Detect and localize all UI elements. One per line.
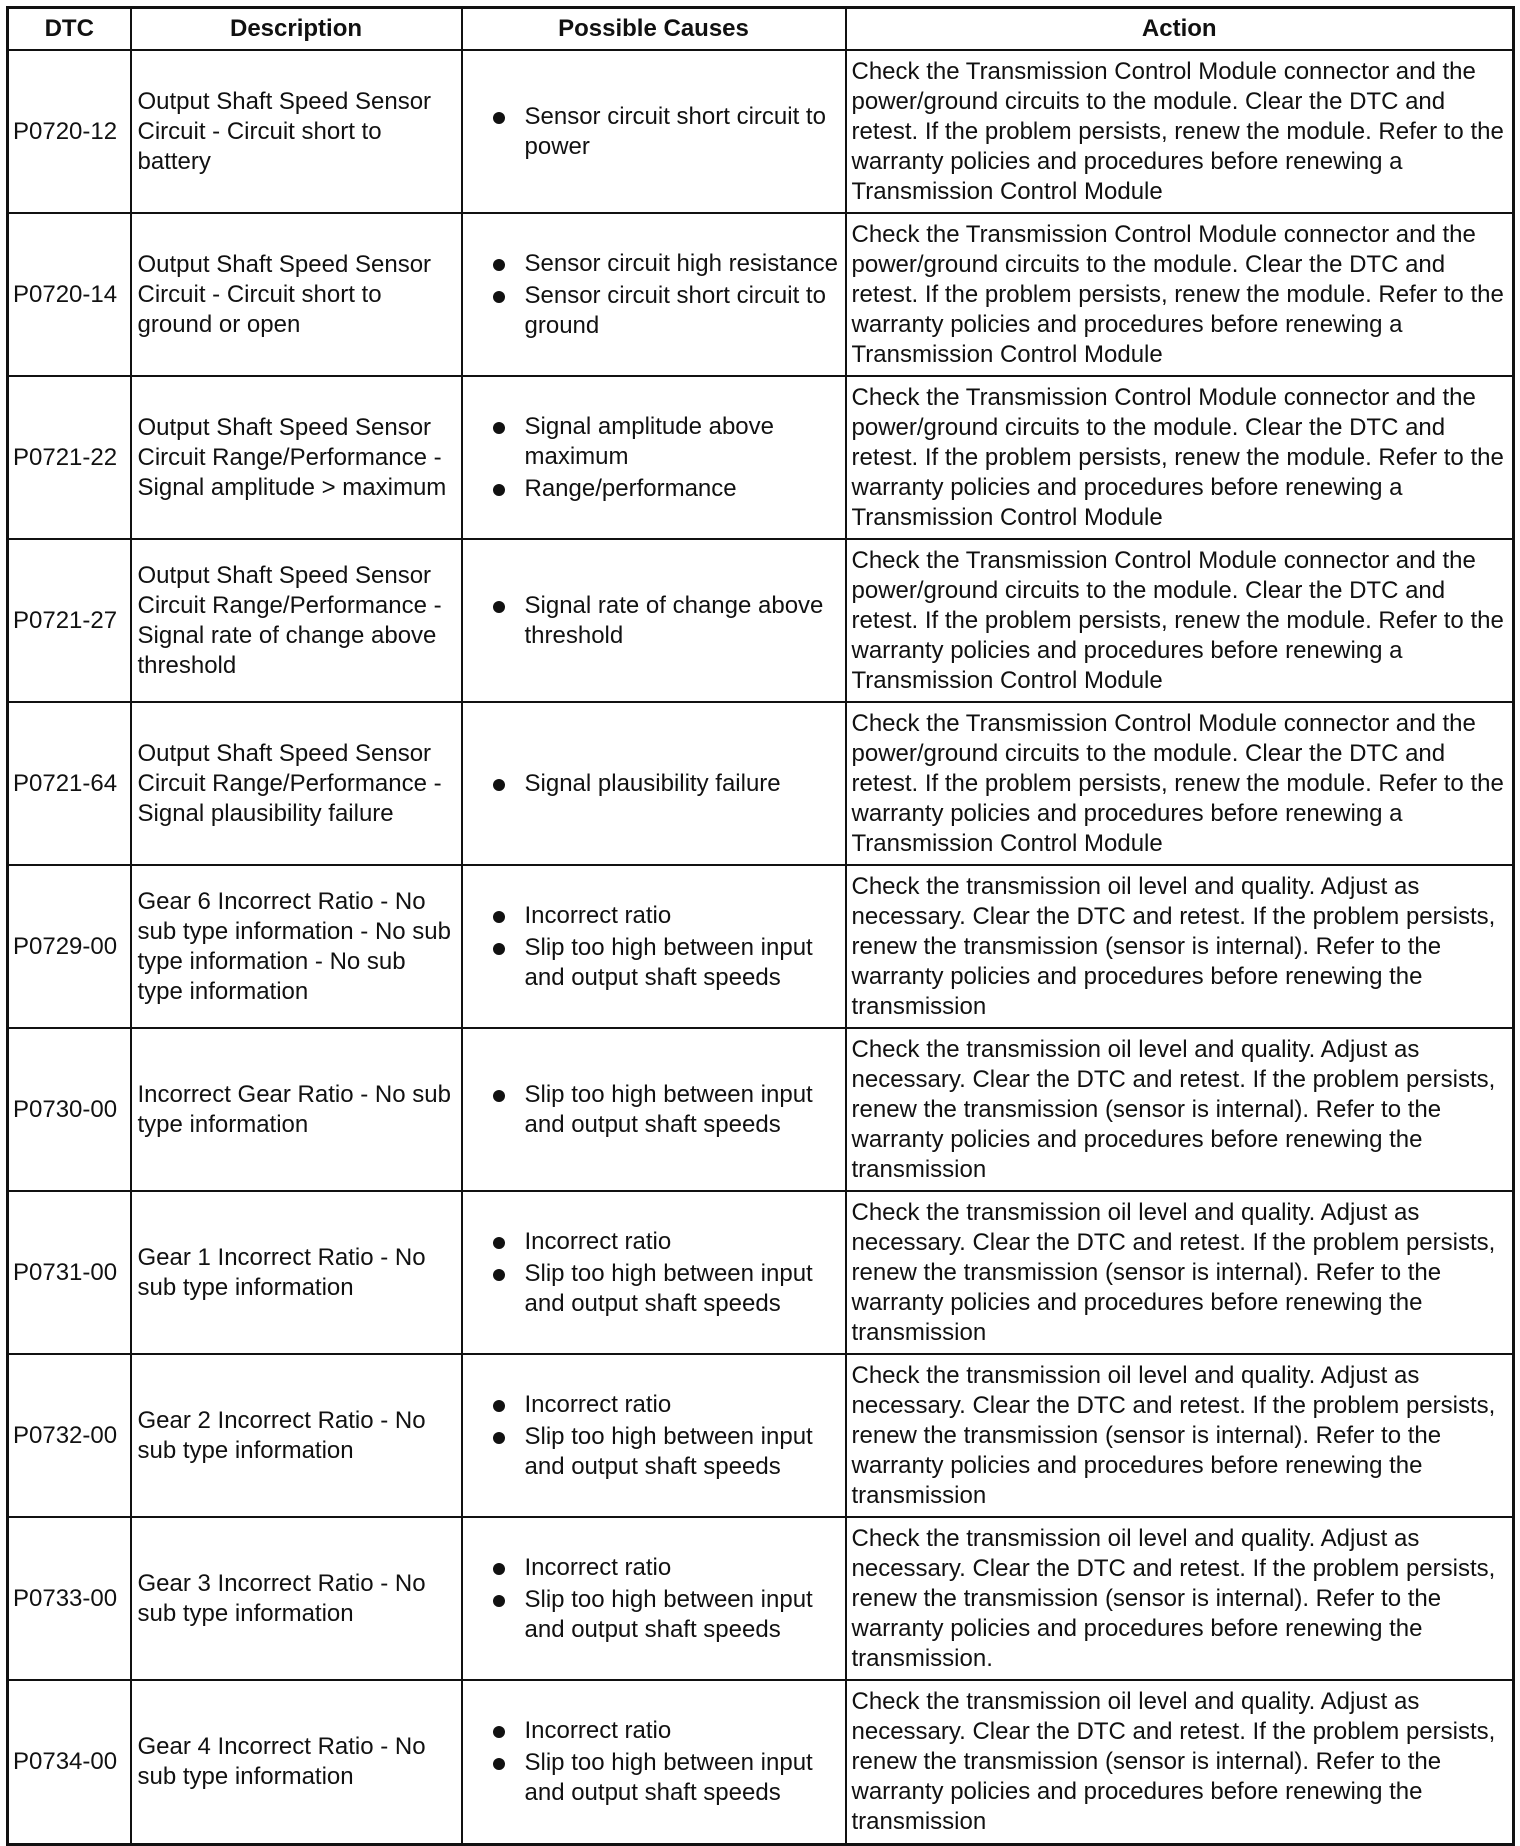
table-row bbox=[8, 50, 1514, 213]
cause-item bbox=[483, 769, 839, 799]
dtc-code-cell: P0729-00 bbox=[8, 865, 131, 1028]
cause-item bbox=[483, 249, 839, 279]
bullet-icon bbox=[493, 911, 505, 923]
description-cell: Incorrect Gear Ratio - No sub type information bbox=[131, 1028, 462, 1191]
dtc-code-cell: P0720-12 bbox=[8, 50, 131, 213]
possible-causes-cell bbox=[462, 865, 846, 1028]
cause-item bbox=[483, 281, 839, 341]
description-cell: Output Shaft Speed Sensor Circuit Range/Performance - Signal rate of change above threshold bbox=[131, 539, 462, 702]
cause-item bbox=[483, 933, 839, 993]
bullet-icon bbox=[493, 1563, 505, 1575]
bullet-icon bbox=[493, 943, 505, 955]
bullet-icon bbox=[493, 1400, 505, 1412]
header-dtc: DTC bbox=[8, 8, 131, 51]
cause-text: Slip too high between input and output shaft speeds bbox=[524, 933, 813, 991]
description-cell: Output Shaft Speed Sensor Circuit - Circuit short to battery bbox=[131, 50, 462, 213]
cause-text: Range/performance bbox=[524, 474, 737, 502]
cause-item bbox=[483, 102, 839, 162]
cause-item bbox=[483, 1259, 839, 1319]
bullet-icon bbox=[493, 1595, 505, 1607]
header-possible-causes: Possible Causes bbox=[462, 8, 846, 51]
table-row bbox=[8, 376, 1514, 539]
causes-list bbox=[469, 1716, 839, 1808]
action-cell: Check the transmission oil level and quality. Adjust as necessary. Clear the DTC and retest. If the problem persists, renew the transmission (sensor is internal). Refer to the warranty policies and procedures before renewing the transmission bbox=[846, 1028, 1514, 1191]
cause-text: Slip too high between input and output shaft speeds bbox=[524, 1259, 813, 1317]
table-row bbox=[8, 1680, 1514, 1844]
causes-list bbox=[469, 249, 839, 341]
bullet-icon bbox=[493, 1726, 505, 1738]
action-cell: Check the Transmission Control Module connector and the power/ground circuits to the module. Clear the DTC and retest. If the problem persists, renew the module. Refer to the warranty policies and procedures before renewing a Transmission Control Module bbox=[846, 702, 1514, 865]
dtc-code-cell: P0731-00 bbox=[8, 1191, 131, 1354]
cause-item bbox=[483, 1716, 839, 1746]
bullet-icon bbox=[493, 1758, 505, 1770]
cause-text: Sensor circuit short circuit to ground bbox=[524, 281, 826, 339]
dtc-code-cell: P0721-64 bbox=[8, 702, 131, 865]
dtc-code-cell: P0720-14 bbox=[8, 213, 131, 376]
dtc-code-cell: P0732-00 bbox=[8, 1354, 131, 1517]
table-row bbox=[8, 1191, 1514, 1354]
action-cell: Check the transmission oil level and quality. Adjust as necessary. Clear the DTC and retest. If the problem persists, renew the transmission (sensor is internal). Refer to the warranty policies and procedures before renewing the transmission bbox=[846, 1354, 1514, 1517]
cause-item bbox=[483, 1227, 839, 1257]
dtc-code-cell: P0721-22 bbox=[8, 376, 131, 539]
possible-causes-cell bbox=[462, 1028, 846, 1191]
cause-item bbox=[483, 1422, 839, 1482]
description-cell: Gear 1 Incorrect Ratio - No sub type information bbox=[131, 1191, 462, 1354]
possible-causes-cell bbox=[462, 213, 846, 376]
bullet-icon bbox=[493, 1237, 505, 1249]
table-row bbox=[8, 702, 1514, 865]
table-row bbox=[8, 1517, 1514, 1680]
possible-causes-cell bbox=[462, 1680, 846, 1844]
cause-item bbox=[483, 1390, 839, 1420]
action-cell: Check the Transmission Control Module connector and the power/ground circuits to the module. Clear the DTC and retest. If the problem persists, renew the module. Refer to the warranty policies and procedures before renewing a Transmission Control Module bbox=[846, 539, 1514, 702]
table-row bbox=[8, 213, 1514, 376]
description-cell: Gear 2 Incorrect Ratio - No sub type information bbox=[131, 1354, 462, 1517]
possible-causes-cell bbox=[462, 50, 846, 213]
action-cell: Check the Transmission Control Module connector and the power/ground circuits to the module. Clear the DTC and retest. If the problem persists, renew the module. Refer to the warranty policies and procedures before renewing a Transmission Control Module bbox=[846, 50, 1514, 213]
cause-text: Incorrect ratio bbox=[524, 1227, 672, 1255]
bullet-icon bbox=[493, 259, 505, 271]
possible-causes-cell bbox=[462, 1191, 846, 1354]
action-cell: Check the transmission oil level and quality. Adjust as necessary. Clear the DTC and retest. If the problem persists, renew the transmission (sensor is internal). Refer to the warranty policies and procedures before renewing the transmission bbox=[846, 1191, 1514, 1354]
cause-item bbox=[483, 474, 839, 504]
possible-causes-cell bbox=[462, 539, 846, 702]
causes-list bbox=[469, 1227, 839, 1319]
cause-item bbox=[483, 1553, 839, 1583]
header-action: Action bbox=[846, 8, 1514, 51]
cause-item bbox=[483, 1585, 839, 1645]
cause-text: Sensor circuit high resistance bbox=[524, 249, 838, 277]
cause-text: Sensor circuit short circuit to power bbox=[524, 102, 826, 160]
cause-item bbox=[483, 591, 839, 651]
table-row bbox=[8, 539, 1514, 702]
description-cell: Output Shaft Speed Sensor Circuit Range/Performance - Signal amplitude > maximum bbox=[131, 376, 462, 539]
causes-list bbox=[469, 102, 839, 162]
bullet-icon bbox=[493, 1269, 505, 1281]
cause-text: Signal amplitude above maximum bbox=[524, 412, 775, 470]
dtc-code-cell: P0721-27 bbox=[8, 539, 131, 702]
cause-item bbox=[483, 901, 839, 931]
bullet-icon bbox=[493, 484, 505, 496]
description-cell: Output Shaft Speed Sensor Circuit Range/Performance - Signal plausibility failure bbox=[131, 702, 462, 865]
bullet-icon bbox=[493, 112, 505, 124]
dtc-code-cell: P0730-00 bbox=[8, 1028, 131, 1191]
dtc-table bbox=[6, 6, 1515, 1846]
action-cell: Check the Transmission Control Module connector and the power/ground circuits to the module. Clear the DTC and retest. If the problem persists, renew the module. Refer to the warranty policies and procedures before renewing a Transmission Control Module bbox=[846, 213, 1514, 376]
description-cell: Output Shaft Speed Sensor Circuit - Circuit short to ground or open bbox=[131, 213, 462, 376]
action-cell: Check the transmission oil level and quality. Adjust as necessary. Clear the DTC and retest. If the problem persists, renew the transmission (sensor is internal). Refer to the warranty policies and procedures before renewing the transmission bbox=[846, 865, 1514, 1028]
bullet-icon bbox=[493, 291, 505, 303]
bullet-icon bbox=[493, 1432, 505, 1444]
table-row bbox=[8, 1028, 1514, 1191]
possible-causes-cell bbox=[462, 1517, 846, 1680]
bullet-icon bbox=[493, 779, 505, 791]
cause-text: Slip too high between input and output shaft speeds bbox=[524, 1080, 813, 1138]
description-cell: Gear 6 Incorrect Ratio - No sub type information - No sub type information - No sub type information bbox=[131, 865, 462, 1028]
cause-text: Incorrect ratio bbox=[524, 1390, 672, 1418]
cause-text: Incorrect ratio bbox=[524, 901, 672, 929]
action-cell: Check the transmission oil level and quality. Adjust as necessary. Clear the DTC and retest. If the problem persists, renew the transmission (sensor is internal). Refer to the warranty policies and procedures before renewing the transmission. bbox=[846, 1517, 1514, 1680]
description-cell: Gear 3 Incorrect Ratio - No sub type information bbox=[131, 1517, 462, 1680]
cause-text: Signal plausibility failure bbox=[524, 769, 781, 797]
bullet-icon bbox=[493, 1090, 505, 1102]
possible-causes-cell bbox=[462, 702, 846, 865]
table-row bbox=[8, 1354, 1514, 1517]
causes-list bbox=[469, 901, 839, 993]
header-description: Description bbox=[131, 8, 462, 51]
description-cell: Gear 4 Incorrect Ratio - No sub type information bbox=[131, 1680, 462, 1844]
cause-item bbox=[483, 412, 839, 472]
causes-list bbox=[469, 1390, 839, 1482]
action-cell: Check the transmission oil level and quality. Adjust as necessary. Clear the DTC and retest. If the problem persists, renew the transmission (sensor is internal). Refer to the warranty policies and procedures before renewing the transmission bbox=[846, 1680, 1514, 1844]
cause-text: Slip too high between input and output shaft speeds bbox=[524, 1585, 813, 1643]
cause-item bbox=[483, 1080, 839, 1140]
header-row bbox=[8, 8, 1514, 51]
cause-text: Incorrect ratio bbox=[524, 1716, 672, 1744]
cause-text: Slip too high between input and output shaft speeds bbox=[524, 1748, 813, 1806]
causes-list bbox=[469, 412, 839, 504]
cause-text: Incorrect ratio bbox=[524, 1553, 672, 1581]
causes-list bbox=[469, 1553, 839, 1645]
action-cell: Check the Transmission Control Module connector and the power/ground circuits to the module. Clear the DTC and retest. If the problem persists, renew the module. Refer to the warranty policies and procedures before renewing a Transmission Control Module bbox=[846, 376, 1514, 539]
bullet-icon bbox=[493, 422, 505, 434]
possible-causes-cell bbox=[462, 1354, 846, 1517]
dtc-code-cell: P0733-00 bbox=[8, 1517, 131, 1680]
dtc-code-cell: P0734-00 bbox=[8, 1680, 131, 1844]
possible-causes-cell bbox=[462, 376, 846, 539]
table-row bbox=[8, 865, 1514, 1028]
cause-item bbox=[483, 1748, 839, 1808]
causes-list bbox=[469, 591, 839, 651]
cause-text: Slip too high between input and output shaft speeds bbox=[524, 1422, 813, 1480]
causes-list bbox=[469, 1080, 839, 1140]
causes-list bbox=[469, 769, 839, 799]
bullet-icon bbox=[493, 601, 505, 613]
cause-text: Signal rate of change above threshold bbox=[524, 591, 824, 649]
